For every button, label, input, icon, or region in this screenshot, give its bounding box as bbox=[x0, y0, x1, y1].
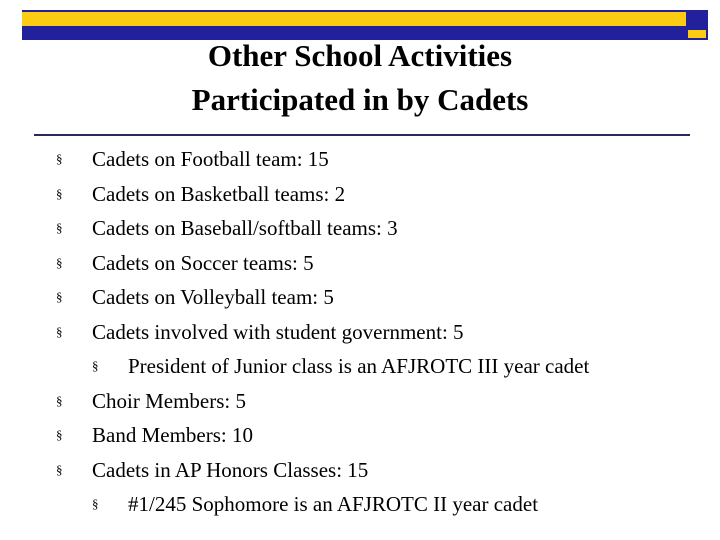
bullet-icon: § bbox=[92, 358, 99, 373]
slide-title bbox=[0, 34, 720, 122]
list-item bbox=[0, 418, 720, 453]
sub-list-item bbox=[0, 487, 720, 522]
list-item bbox=[0, 280, 720, 315]
list-item-text: Band Members: 10 bbox=[92, 423, 253, 447]
list-item bbox=[0, 211, 720, 246]
bullet-icon: § bbox=[56, 427, 63, 442]
list-item-text: Cadets on Volleyball team: 5 bbox=[92, 285, 334, 309]
list-item bbox=[0, 177, 720, 212]
bullet-icon: § bbox=[56, 185, 63, 201]
list-item-text: Cadets on Basketball teams: 2 bbox=[92, 181, 346, 206]
bullet-icon: § bbox=[56, 220, 63, 235]
list-item-text: Cadets on Soccer teams: 5 bbox=[92, 250, 314, 275]
bullet-icon: § bbox=[56, 289, 63, 304]
slide-title-line-1: Other School Activities bbox=[207, 38, 513, 73]
sub-list-item-text: President of Junior class is an AFJROTC III year cadet bbox=[128, 354, 590, 378]
activities-list bbox=[0, 142, 720, 522]
list-item-text: Cadets on Baseball/softball teams: 3 bbox=[92, 216, 398, 240]
list-item bbox=[0, 384, 720, 419]
sub-list-item bbox=[0, 349, 720, 384]
list-item bbox=[0, 246, 720, 281]
slide-title-line-2: Participated in by Cadets bbox=[191, 82, 529, 117]
list-item bbox=[0, 315, 720, 350]
bullet-icon: § bbox=[56, 323, 63, 339]
bullet-icon: § bbox=[92, 496, 99, 511]
list-item-text: Choir Members: 5 bbox=[92, 388, 246, 413]
list-item-text: Cadets on Football team: 15 bbox=[92, 147, 329, 171]
list-item-text: Cadets in AP Honors Classes: 15 bbox=[92, 457, 369, 482]
list-item bbox=[0, 453, 720, 488]
title-divider bbox=[34, 134, 690, 136]
bullet-icon: § bbox=[56, 151, 63, 166]
top-banner-gold-stripe bbox=[22, 10, 686, 28]
list-item-text: Cadets involved with student government: 5 bbox=[92, 319, 464, 344]
bullet-icon: § bbox=[56, 254, 63, 270]
bullet-icon: § bbox=[56, 461, 63, 477]
corner-accent-navy bbox=[686, 10, 708, 28]
list-item bbox=[0, 142, 720, 177]
bullet-icon: § bbox=[56, 392, 63, 408]
sub-list-item-text: #1/245 Sophomore is an AFJROTC II year cadet bbox=[128, 492, 539, 516]
